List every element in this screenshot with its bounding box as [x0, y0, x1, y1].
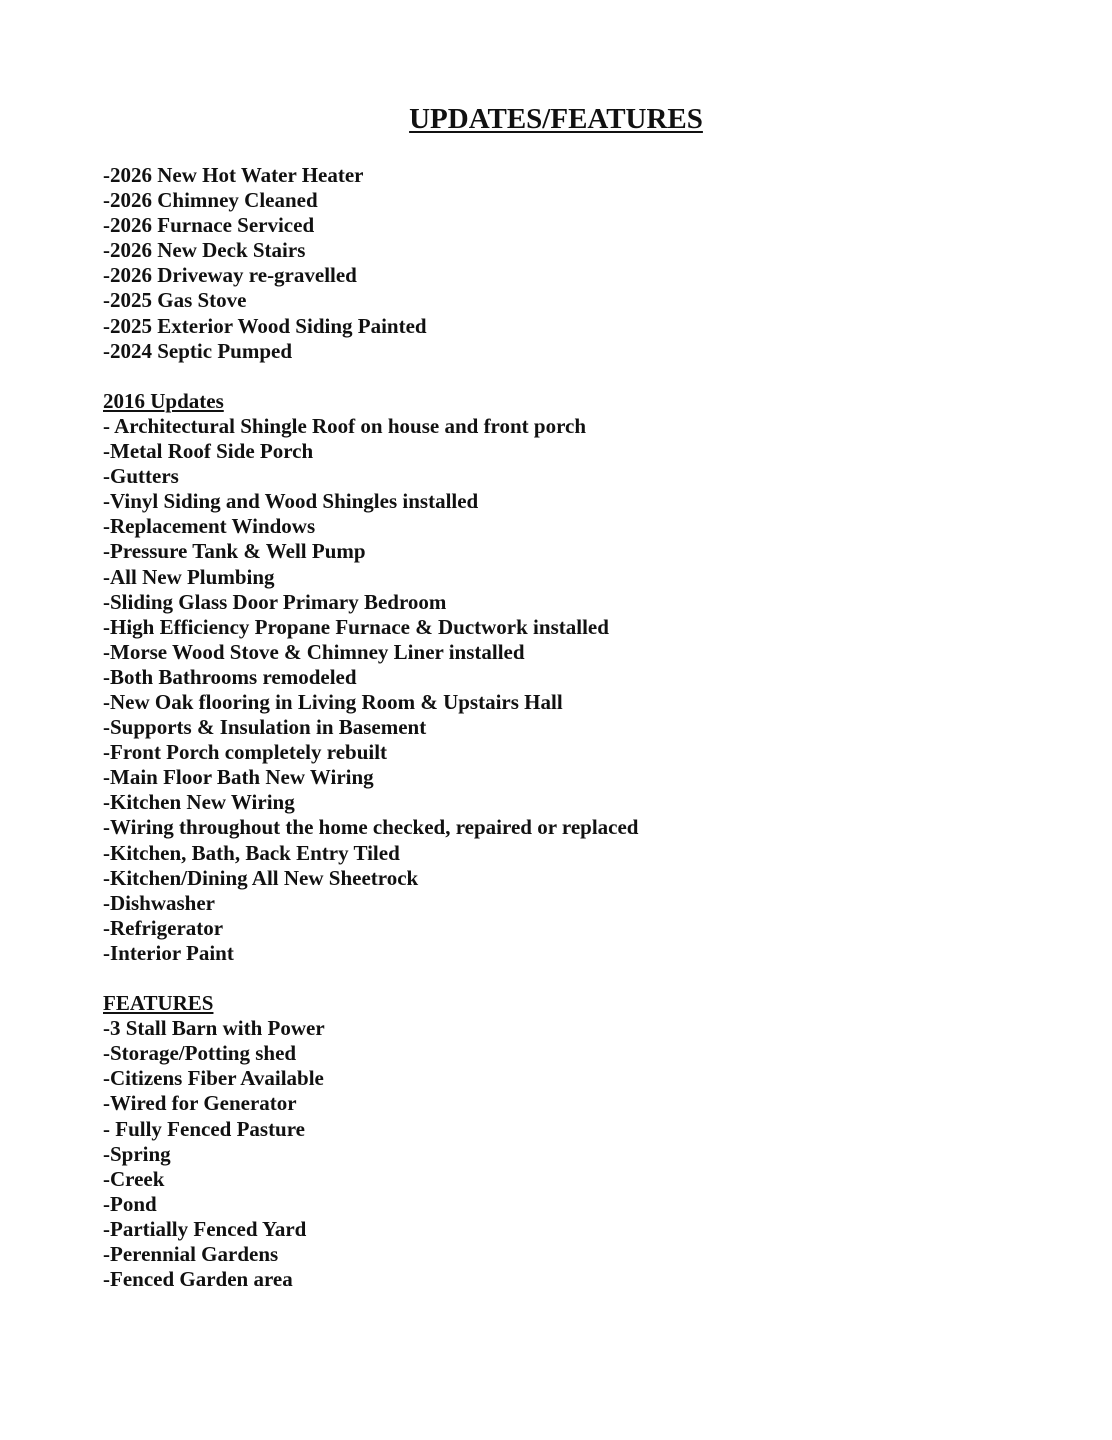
list-item: -2024 Septic Pumped — [103, 338, 292, 363]
list-item: -Perennial Gardens — [103, 1242, 279, 1267]
list-item: -Citizens Fiber Available — [103, 1066, 324, 1091]
list-item: -Gutters — [103, 464, 179, 489]
list-item: -Pond — [103, 1191, 157, 1216]
list-item: -Interior Paint — [103, 940, 234, 965]
list-item: -Fenced Garden area — [103, 1267, 293, 1292]
list-item: -Sliding Glass Door Primary Bedroom — [103, 589, 447, 614]
section-heading-2016-updates: 2016 Updates — [103, 388, 224, 413]
list-item: -2026 New Hot Water Heater — [103, 163, 364, 187]
list-item: -Partially Fenced Yard — [103, 1216, 307, 1241]
section-heading-features: FEATURES — [103, 991, 214, 1016]
list-item: - Architectural Shingle Roof on house and front porch — [103, 413, 587, 438]
list-item: -Pressure Tank & Well Pump — [103, 539, 366, 564]
list-item: -Metal Roof Side Porch — [103, 439, 314, 464]
list-item: -Spring — [103, 1141, 171, 1166]
list-item: -New Oak flooring in Living Room & Upstairs Hall — [103, 689, 563, 714]
list-item: -Refrigerator — [103, 915, 224, 940]
list-item: -Kitchen/Dining All New Sheetrock — [103, 865, 419, 890]
recent-updates-list — [103, 163, 1003, 364]
spacer — [103, 966, 1003, 991]
list-item: -2025 Gas Stove — [103, 288, 247, 313]
page-title: UPDATES/FEATURES — [409, 103, 703, 135]
list-item: -Both Bathrooms remodeled — [103, 664, 357, 689]
list-item: -Supports & Insulation in Basement — [103, 715, 427, 740]
list-item: -Kitchen New Wiring — [103, 790, 295, 815]
list-item: -3 Stall Barn with Power — [103, 1016, 325, 1041]
list-item: -Creek — [103, 1166, 165, 1191]
list-item: -Morse Wood Stove & Chimney Liner installed — [103, 639, 525, 664]
list-item: -High Efficiency Propane Furnace & Ductwork installed — [103, 614, 609, 639]
features-section — [103, 991, 1003, 1292]
list-item: -Replacement Windows — [103, 514, 316, 539]
list-item: -2026 Driveway re-gravelled — [103, 263, 357, 288]
list-item: -Wiring throughout the home checked, repaired or replaced — [103, 815, 639, 840]
list-item: -2026 Chimney Cleaned — [103, 188, 318, 213]
list-item: -2026 New Deck Stairs — [103, 238, 306, 263]
updates-2016-section — [103, 389, 1003, 966]
document-body — [103, 163, 1003, 1292]
list-item: - Fully Fenced Pasture — [103, 1116, 306, 1141]
spacer — [103, 364, 1003, 389]
list-item: -Vinyl Siding and Wood Shingles installed — [103, 489, 479, 514]
list-item: -All New Plumbing — [103, 564, 275, 589]
list-item: -Main Floor Bath New Wiring — [103, 765, 374, 790]
list-item: -Wired for Generator — [103, 1091, 297, 1116]
list-item: -Front Porch completely rebuilt — [103, 740, 388, 765]
list-item: -2026 Furnace Serviced — [103, 213, 315, 238]
list-item: -Storage/Potting shed — [103, 1041, 297, 1066]
list-item: -2025 Exterior Wood Siding Painted — [103, 313, 427, 338]
list-item: -Kitchen, Bath, Back Entry Tiled — [103, 840, 400, 865]
list-item: -Dishwasher — [103, 890, 216, 915]
